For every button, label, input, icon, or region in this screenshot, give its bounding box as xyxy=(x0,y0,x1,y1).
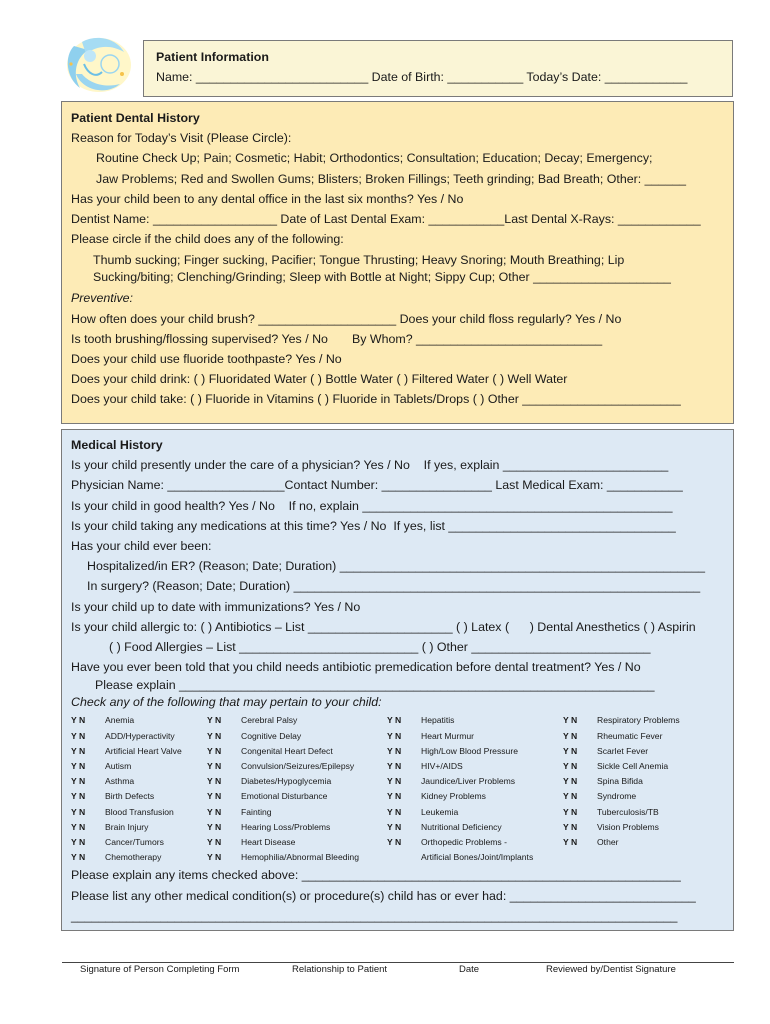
medical-history-section xyxy=(61,429,734,931)
relationship-label: Relationship to Patient xyxy=(292,964,388,975)
condition-label: HIV+/AIDS xyxy=(421,761,463,772)
yes-no-checkbox[interactable]: Y N xyxy=(387,761,402,772)
condition-label: Anemia xyxy=(105,715,135,726)
yes-no-checkbox[interactable]: Y N xyxy=(563,791,578,802)
yes-no-checkbox[interactable]: Y N xyxy=(387,730,402,741)
condition-label: Leukemia xyxy=(421,806,459,817)
patient-information-title: Patient Information xyxy=(156,50,269,64)
recent-dental-visit-question: Has your child been to any dental office in the last six months? Yes / No xyxy=(71,191,464,206)
yes-no-checkbox[interactable]: Y N xyxy=(563,837,578,848)
dental-history-section xyxy=(61,101,734,424)
yes-no-checkbox[interactable]: Y N xyxy=(207,837,222,848)
conditions-checklist xyxy=(71,713,707,865)
yes-no-checkbox[interactable]: Y N xyxy=(207,776,222,787)
premedication-question: Have you ever been told that you child needs antibiotic premedication before dental treatment? Yes / No xyxy=(71,660,641,675)
table-row xyxy=(71,835,707,850)
yes-no-checkbox[interactable]: Y N xyxy=(71,806,86,817)
yes-no-checkbox[interactable]: Y N xyxy=(563,776,578,787)
brushing-question: How often does your child brush? ____________________ Does your child floss regularly? Yes / No xyxy=(71,311,622,326)
table-row xyxy=(71,789,707,804)
immunizations-question: Is your child up to date with immunizations? Yes / No xyxy=(71,599,361,614)
yes-no-checkbox[interactable]: Y N xyxy=(71,776,86,787)
physician-care-question: Is your child presently under the care of a physician? Yes / No If yes, explain ________________________ xyxy=(71,458,669,473)
condition-label: Autism xyxy=(105,761,132,772)
condition-label: ADD/Hyperactivity xyxy=(105,730,175,741)
condition-label: Brain Injury xyxy=(105,821,149,832)
explain-checked-items: Please explain any items checked above: _______________________________________________________ xyxy=(71,868,681,883)
condition-label: Kidney Problems xyxy=(421,791,486,802)
other-conditions-blank: ________________________________________________________________________________________ xyxy=(71,908,678,923)
yes-no-checkbox[interactable]: Y N xyxy=(207,791,222,802)
ever-been-label: Has your child ever been: xyxy=(71,539,212,554)
condition-label: Scarlet Fever xyxy=(597,745,649,756)
yes-no-checkbox[interactable]: Y N xyxy=(387,821,402,832)
yes-no-checkbox[interactable]: Y N xyxy=(387,791,402,802)
surgery-field: In surgery? (Reason; Date; Duration) ___________________________________________________________ xyxy=(87,579,701,594)
condition-label: Hearing Loss/Problems xyxy=(241,821,331,832)
yes-no-checkbox[interactable]: Y N xyxy=(387,715,402,726)
visit-reason-options: Jaw Problems; Red and Swollen Gums; Blisters; Broken Fillings; Teeth grinding; Bad Breath; Other: ______ xyxy=(96,171,687,186)
yes-no-checkbox[interactable]: Y N xyxy=(563,806,578,817)
condition-label: High/Low Blood Pressure xyxy=(421,745,518,756)
condition-label: Cognitive Delay xyxy=(241,730,302,741)
reason-for-visit-label: Reason for Today’s Visit (Please Circle): xyxy=(71,131,292,146)
yes-no-checkbox[interactable]: Y N xyxy=(71,791,86,802)
yes-no-checkbox[interactable]: Y N xyxy=(207,730,222,741)
other-conditions-question: Please list any other medical condition(s) or procedure(s) child has or ever had: ___________________________ xyxy=(71,888,696,903)
condition-label: Spina Bifida xyxy=(597,776,643,787)
yes-no-checkbox[interactable]: Y N xyxy=(387,806,402,817)
yes-no-checkbox[interactable]: Y N xyxy=(563,730,578,741)
condition-label: Orthopedic Problems - xyxy=(421,837,507,848)
practice-logo xyxy=(62,34,136,96)
preventive-label: Preventive: xyxy=(71,291,133,306)
condition-label: Hemophilia/Abnormal Bleeding xyxy=(241,852,359,863)
habit-options: Sucking/biting; Clenching/Grinding; Sleep with Bottle at Night; Sippy Cup; Other ____________________ xyxy=(93,270,671,285)
premedication-explain: Please explain _____________________________________________________________________ xyxy=(95,678,655,693)
yes-no-checkbox[interactable]: Y N xyxy=(387,745,402,756)
condition-label: Tuberculosis/TB xyxy=(597,806,659,817)
condition-label: Jaundice/Liver Problems xyxy=(421,776,516,787)
yes-no-checkbox[interactable]: Y N xyxy=(71,821,86,832)
drink-question: Does your child drink: ( ) Fluoridated Water ( ) Bottle Water ( ) Filtered Water ( ) Well Water xyxy=(71,372,568,387)
table-row xyxy=(71,805,707,820)
dentist-name-field: Dentist Name: __________________ Date of Last Dental Exam: ___________Last Dental X-Rays: ____________ xyxy=(71,212,701,227)
condition-label: Respiratory Problems xyxy=(597,715,680,726)
medical-history-title: Medical History xyxy=(71,438,163,452)
yes-no-checkbox[interactable]: Y N xyxy=(387,837,402,848)
yes-no-checkbox[interactable]: Y N xyxy=(207,821,222,832)
yes-no-checkbox[interactable]: Y N xyxy=(71,715,86,726)
condition-label: Emotional Disturbance xyxy=(241,791,328,802)
condition-label: Artificial Heart Valve xyxy=(105,745,182,756)
yes-no-checkbox[interactable]: Y N xyxy=(71,745,86,756)
condition-label: Blood Transfusion xyxy=(105,806,174,817)
fluoride-question: Does your child take: ( ) Fluoride in Vitamins ( ) Fluoride in Tablets/Drops ( ) Other _______________________ xyxy=(71,392,681,407)
signature-line xyxy=(62,962,734,963)
condition-label: Syndrome xyxy=(597,791,637,802)
reviewed-by-label: Reviewed by/Dentist Signature xyxy=(546,964,676,975)
condition-label: Fainting xyxy=(241,806,272,817)
patient-information-fields: Name: _________________________ Date of Birth: ___________ Today’s Date: ____________ xyxy=(156,70,688,85)
table-row xyxy=(71,744,707,759)
condition-label: Chemotherapy xyxy=(105,852,162,863)
table-row xyxy=(71,713,707,728)
condition-label: Other xyxy=(597,837,619,848)
date-label: Date xyxy=(459,964,480,975)
signature-label: Signature of Person Completing Form xyxy=(80,964,240,975)
yes-no-checkbox[interactable]: Y N xyxy=(71,730,86,741)
yes-no-checkbox[interactable]: Y N xyxy=(207,852,222,863)
good-health-question: Is your child in good health? Yes / No If no, explain _____________________________________________ xyxy=(71,498,673,513)
table-row xyxy=(71,850,707,865)
hospitalized-field: Hospitalized/in ER? (Reason; Date; Duration) _____________________________________________________ xyxy=(87,559,705,574)
yes-no-checkbox[interactable]: Y N xyxy=(387,776,402,787)
supervision-question: Is tooth brushing/flossing supervised? Yes / No By Whom? ___________________________ xyxy=(71,331,603,346)
visit-reason-options: Routine Check Up; Pain; Cosmetic; Habit; Orthodontics; Consultation; Education; Decay; Emergency; xyxy=(96,151,653,166)
condition-label: Cancer/Tumors xyxy=(105,837,164,848)
yes-no-checkbox[interactable]: Y N xyxy=(71,837,86,848)
yes-no-checkbox[interactable]: Y N xyxy=(207,745,222,756)
allergies-continued: ( ) Food Allergies – List __________________________ ( ) Other __________________________ xyxy=(109,640,651,655)
yes-no-checkbox[interactable]: Y N xyxy=(207,715,222,726)
yes-no-checkbox[interactable]: Y N xyxy=(207,761,222,772)
condition-label: Sickle Cell Anemia xyxy=(597,761,669,772)
habit-options: Thumb sucking; Finger sucking, Pacifier; Tongue Thrusting; Heavy Snoring; Mouth Breathing; Lip xyxy=(93,253,625,268)
medications-question: Is your child taking any medications at this time? Yes / No If yes, list _________________________________ xyxy=(71,518,676,533)
yes-no-checkbox[interactable]: Y N xyxy=(563,821,578,832)
table-row xyxy=(71,729,707,744)
condition-label: Convulsion/Seizures/Epilepsy xyxy=(241,761,355,772)
condition-label: Vision Problems xyxy=(597,821,659,832)
condition-label: Artificial Bones/Joint/Implants xyxy=(421,852,534,863)
condition-label: Nutritional Deficiency xyxy=(421,821,502,832)
table-row xyxy=(71,774,707,789)
yes-no-checkbox[interactable]: Y N xyxy=(563,715,578,726)
patient-information-section xyxy=(143,40,733,97)
yes-no-checkbox[interactable]: Y N xyxy=(71,852,86,863)
fluoride-toothpaste-question: Does your child use fluoride toothpaste? Yes / No xyxy=(71,352,342,367)
condition-label: Congenital Heart Defect xyxy=(241,745,333,756)
condition-label: Rheumatic Fever xyxy=(597,730,663,741)
table-row xyxy=(71,820,707,835)
yes-no-checkbox[interactable]: Y N xyxy=(563,761,578,772)
conditions-instruction: Check any of the following that may pertain to your child: xyxy=(71,695,382,710)
allergies-question: Is your child allergic to: ( ) Antibiotics – List _____________________ ( ) Latex ( ) Dental Anesthetics ( ) Aspirin xyxy=(71,619,696,634)
yes-no-checkbox[interactable]: Y N xyxy=(563,745,578,756)
yes-no-checkbox[interactable]: Y N xyxy=(207,806,222,817)
condition-label: Heart Murmur xyxy=(421,730,475,741)
condition-label: Asthma xyxy=(105,776,135,787)
condition-label: Diabetes/Hypoglycemia xyxy=(241,776,332,787)
condition-label: Cerebral Palsy xyxy=(241,715,298,726)
condition-label: Birth Defects xyxy=(105,791,155,802)
dental-history-title: Patient Dental History xyxy=(71,111,200,125)
condition-label: Heart Disease xyxy=(241,837,296,848)
habits-label: Please circle if the child does any of the following: xyxy=(71,232,344,247)
table-row xyxy=(71,759,707,774)
condition-label: Hepatitis xyxy=(421,715,455,726)
physician-name-field: Physician Name: _________________Contact Number: ________________ Last Medical Exam: ___________ xyxy=(71,478,683,493)
yes-no-checkbox[interactable]: Y N xyxy=(71,761,86,772)
